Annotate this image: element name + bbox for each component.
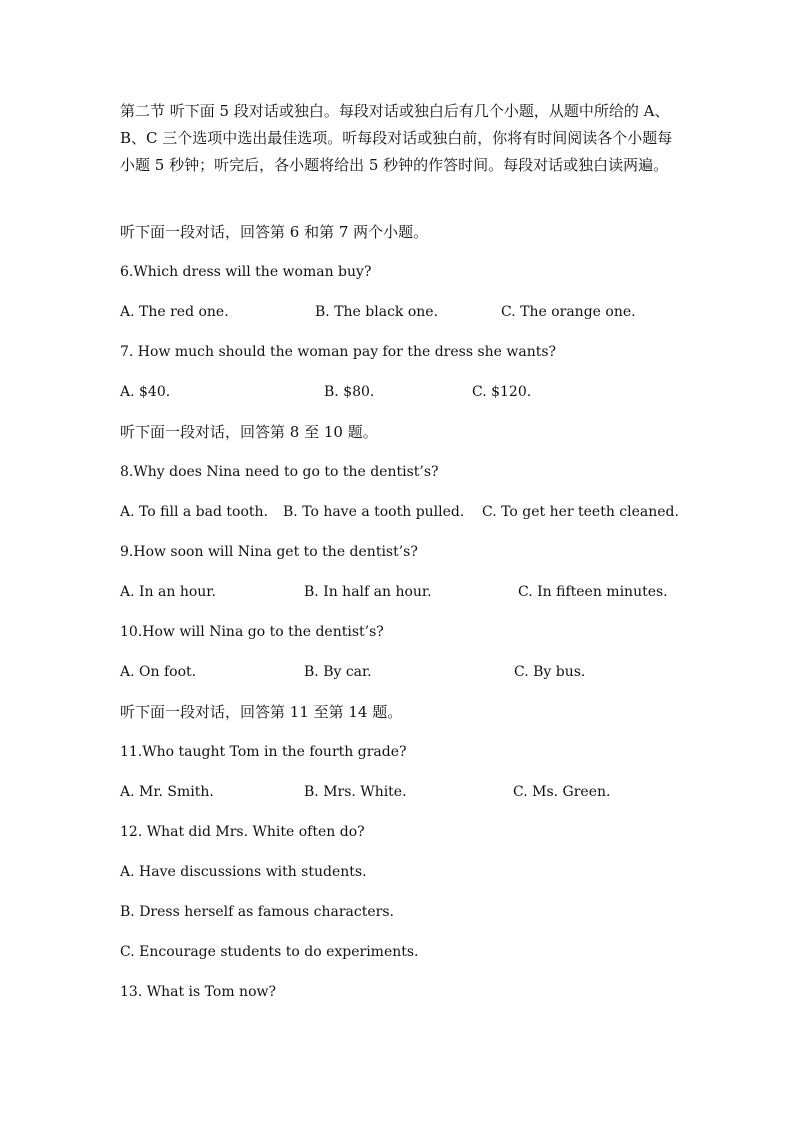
q10-option-b: B. By car. — [304, 664, 372, 680]
dialogue-instruction-3: 听下面一段对话，回答第 11 至第 14 题。 — [120, 703, 403, 721]
q12-option-a: A. Have discussions with students. — [120, 864, 367, 880]
question-7-options — [0, 382, 794, 402]
q7-option-c: C. $120. — [472, 384, 532, 400]
q7-option-a: A. $40. — [120, 384, 171, 400]
question-10: 10.How will Nina go to the dentist’s? — [120, 624, 384, 640]
question-6-options — [0, 302, 794, 322]
question-13: 13. What is Tom now? — [120, 984, 276, 1000]
dialogue-instruction-1: 听下面一段对话，回答第 6 和第 7 两个小题。 — [120, 223, 429, 241]
q6-option-a: A. The red one. — [120, 304, 229, 320]
q9-option-c: C. In fifteen minutes. — [518, 584, 668, 600]
question-11-options — [0, 782, 794, 802]
dialogue-instruction-2: 听下面一段对话，回答第 8 至 10 题。 — [120, 423, 378, 441]
q9-option-b: B. In half an hour. — [304, 584, 432, 600]
question-6: 6.Which dress will the woman buy? — [120, 264, 372, 280]
question-7: 7. How much should the woman pay for the dress she wants? — [120, 344, 557, 360]
q8-option-b: B. To have a tooth pulled. — [283, 504, 465, 520]
q11-option-b: B. Mrs. White. — [304, 784, 407, 800]
q9-option-a: A. In an hour. — [120, 584, 216, 600]
question-9-options — [0, 582, 794, 602]
question-8-options — [0, 502, 794, 522]
question-12: 12. What did Mrs. White often do? — [120, 824, 365, 840]
q6-option-b: B. The black one. — [315, 304, 439, 320]
q12-option-b: B. Dress herself as famous characters. — [120, 904, 394, 920]
question-9: 9.How soon will Nina get to the dentist’s? — [120, 544, 418, 560]
q7-option-b: B. $80. — [324, 384, 375, 400]
q12-option-c: C. Encourage students to do experiments. — [120, 944, 419, 960]
question-10-options — [0, 662, 794, 682]
q11-option-c: C. Ms. Green. — [513, 784, 611, 800]
section-instructions: 第二节 听下面 5 段对话或独白。每段对话或独白后有几个小题，从题中所给的 A、B、C 三个选项中选出最佳选项。听每段对话或独白前，你将有时间阅读各个小题每小题 5 秒钟；听完后，各小题将给出 5 秒钟的作答时间。每段对话或独白读两遍。 — [120, 102, 673, 174]
q11-option-a: A. Mr. Smith. — [120, 784, 214, 800]
q8-option-c: C. To get her teeth cleaned. — [482, 504, 679, 520]
question-8: 8.Why does Nina need to go to the dentist’s? — [120, 464, 439, 480]
question-11: 11.Who taught Tom in the fourth grade? — [120, 744, 407, 760]
q8-option-a: A. To fill a bad tooth. — [120, 504, 268, 520]
q10-option-c: C. By bus. — [514, 664, 586, 680]
q10-option-a: A. On foot. — [120, 664, 197, 680]
q6-option-c: C. The orange one. — [501, 304, 636, 320]
